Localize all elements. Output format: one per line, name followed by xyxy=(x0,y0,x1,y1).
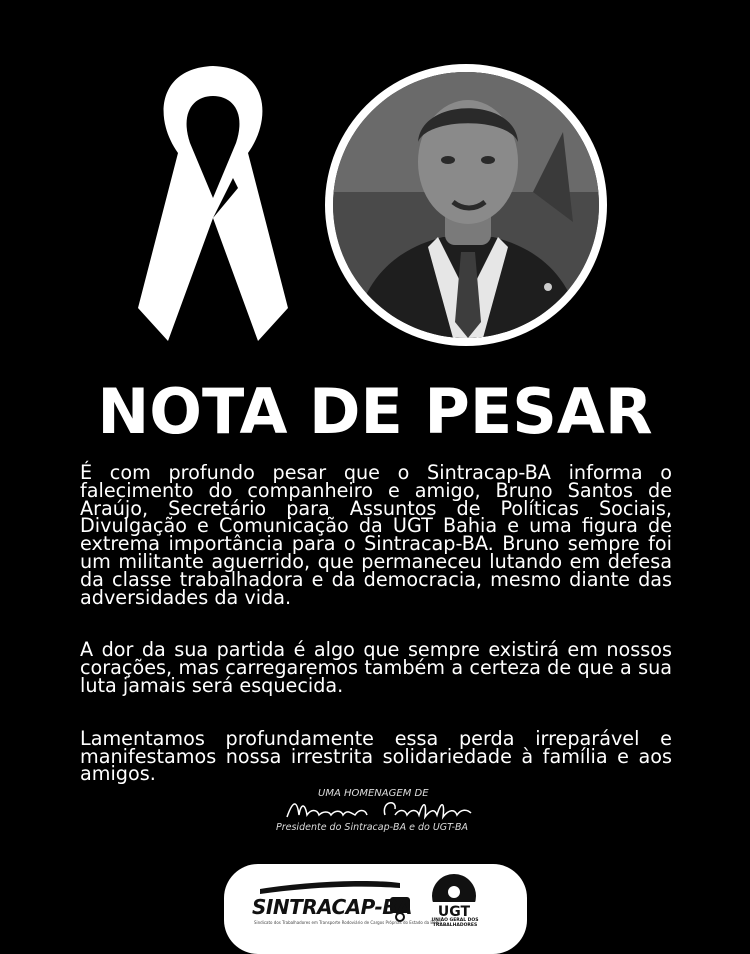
portrait-photo xyxy=(333,72,599,338)
signature-role: Presidente do Sintracap-BA e do UGT-BA xyxy=(276,822,469,833)
signature-caption: UMA HOMENAGEM DE xyxy=(318,788,429,799)
message-paragraph: A dor da sua partida é algo que sempre existirá em nossos corações, mas carregaremos também a certeza de que a sua luta jamais será esquecida. xyxy=(80,638,672,697)
sintracap-logo-text: SINTRACAP-BA xyxy=(252,895,412,919)
handwritten-signature xyxy=(285,795,475,823)
mourning-ribbon-icon xyxy=(138,58,288,343)
ugt-logo-text: UGT xyxy=(437,904,471,920)
message-paragraph: É com profundo pesar que o Sintracap-BA informa o falecimento do companheiro e amigo, Bruno Santos de Araújo, Secretário para Assuntos de Políticas Sociais, Divulgação e Comunicação da UGT Bahia e uma figura de extrema importância para o Sintracap-BA. Bruno sempre foi um militante aguerrido, que permaneceu lutando em defesa da classe trabalhadora e da democracia, mesmo diante das adversidades da vida. xyxy=(80,461,672,609)
page-title: NOTA DE PESAR xyxy=(97,375,653,448)
sintracap-tagline: Sindicato dos Trabalhadores em Transporte Rodoviário de Cargos Próprias do Estado da Bahia xyxy=(254,920,442,925)
message-paragraph: Lamentamos profundamente essa perda irreparável e manifestamos nossa irrestrita solidariedade à família e aos amigos. xyxy=(80,726,672,786)
message-body xyxy=(80,461,672,818)
ugt-tagline: UNIÃO GERAL DOS TRABALHADORES xyxy=(431,918,479,928)
